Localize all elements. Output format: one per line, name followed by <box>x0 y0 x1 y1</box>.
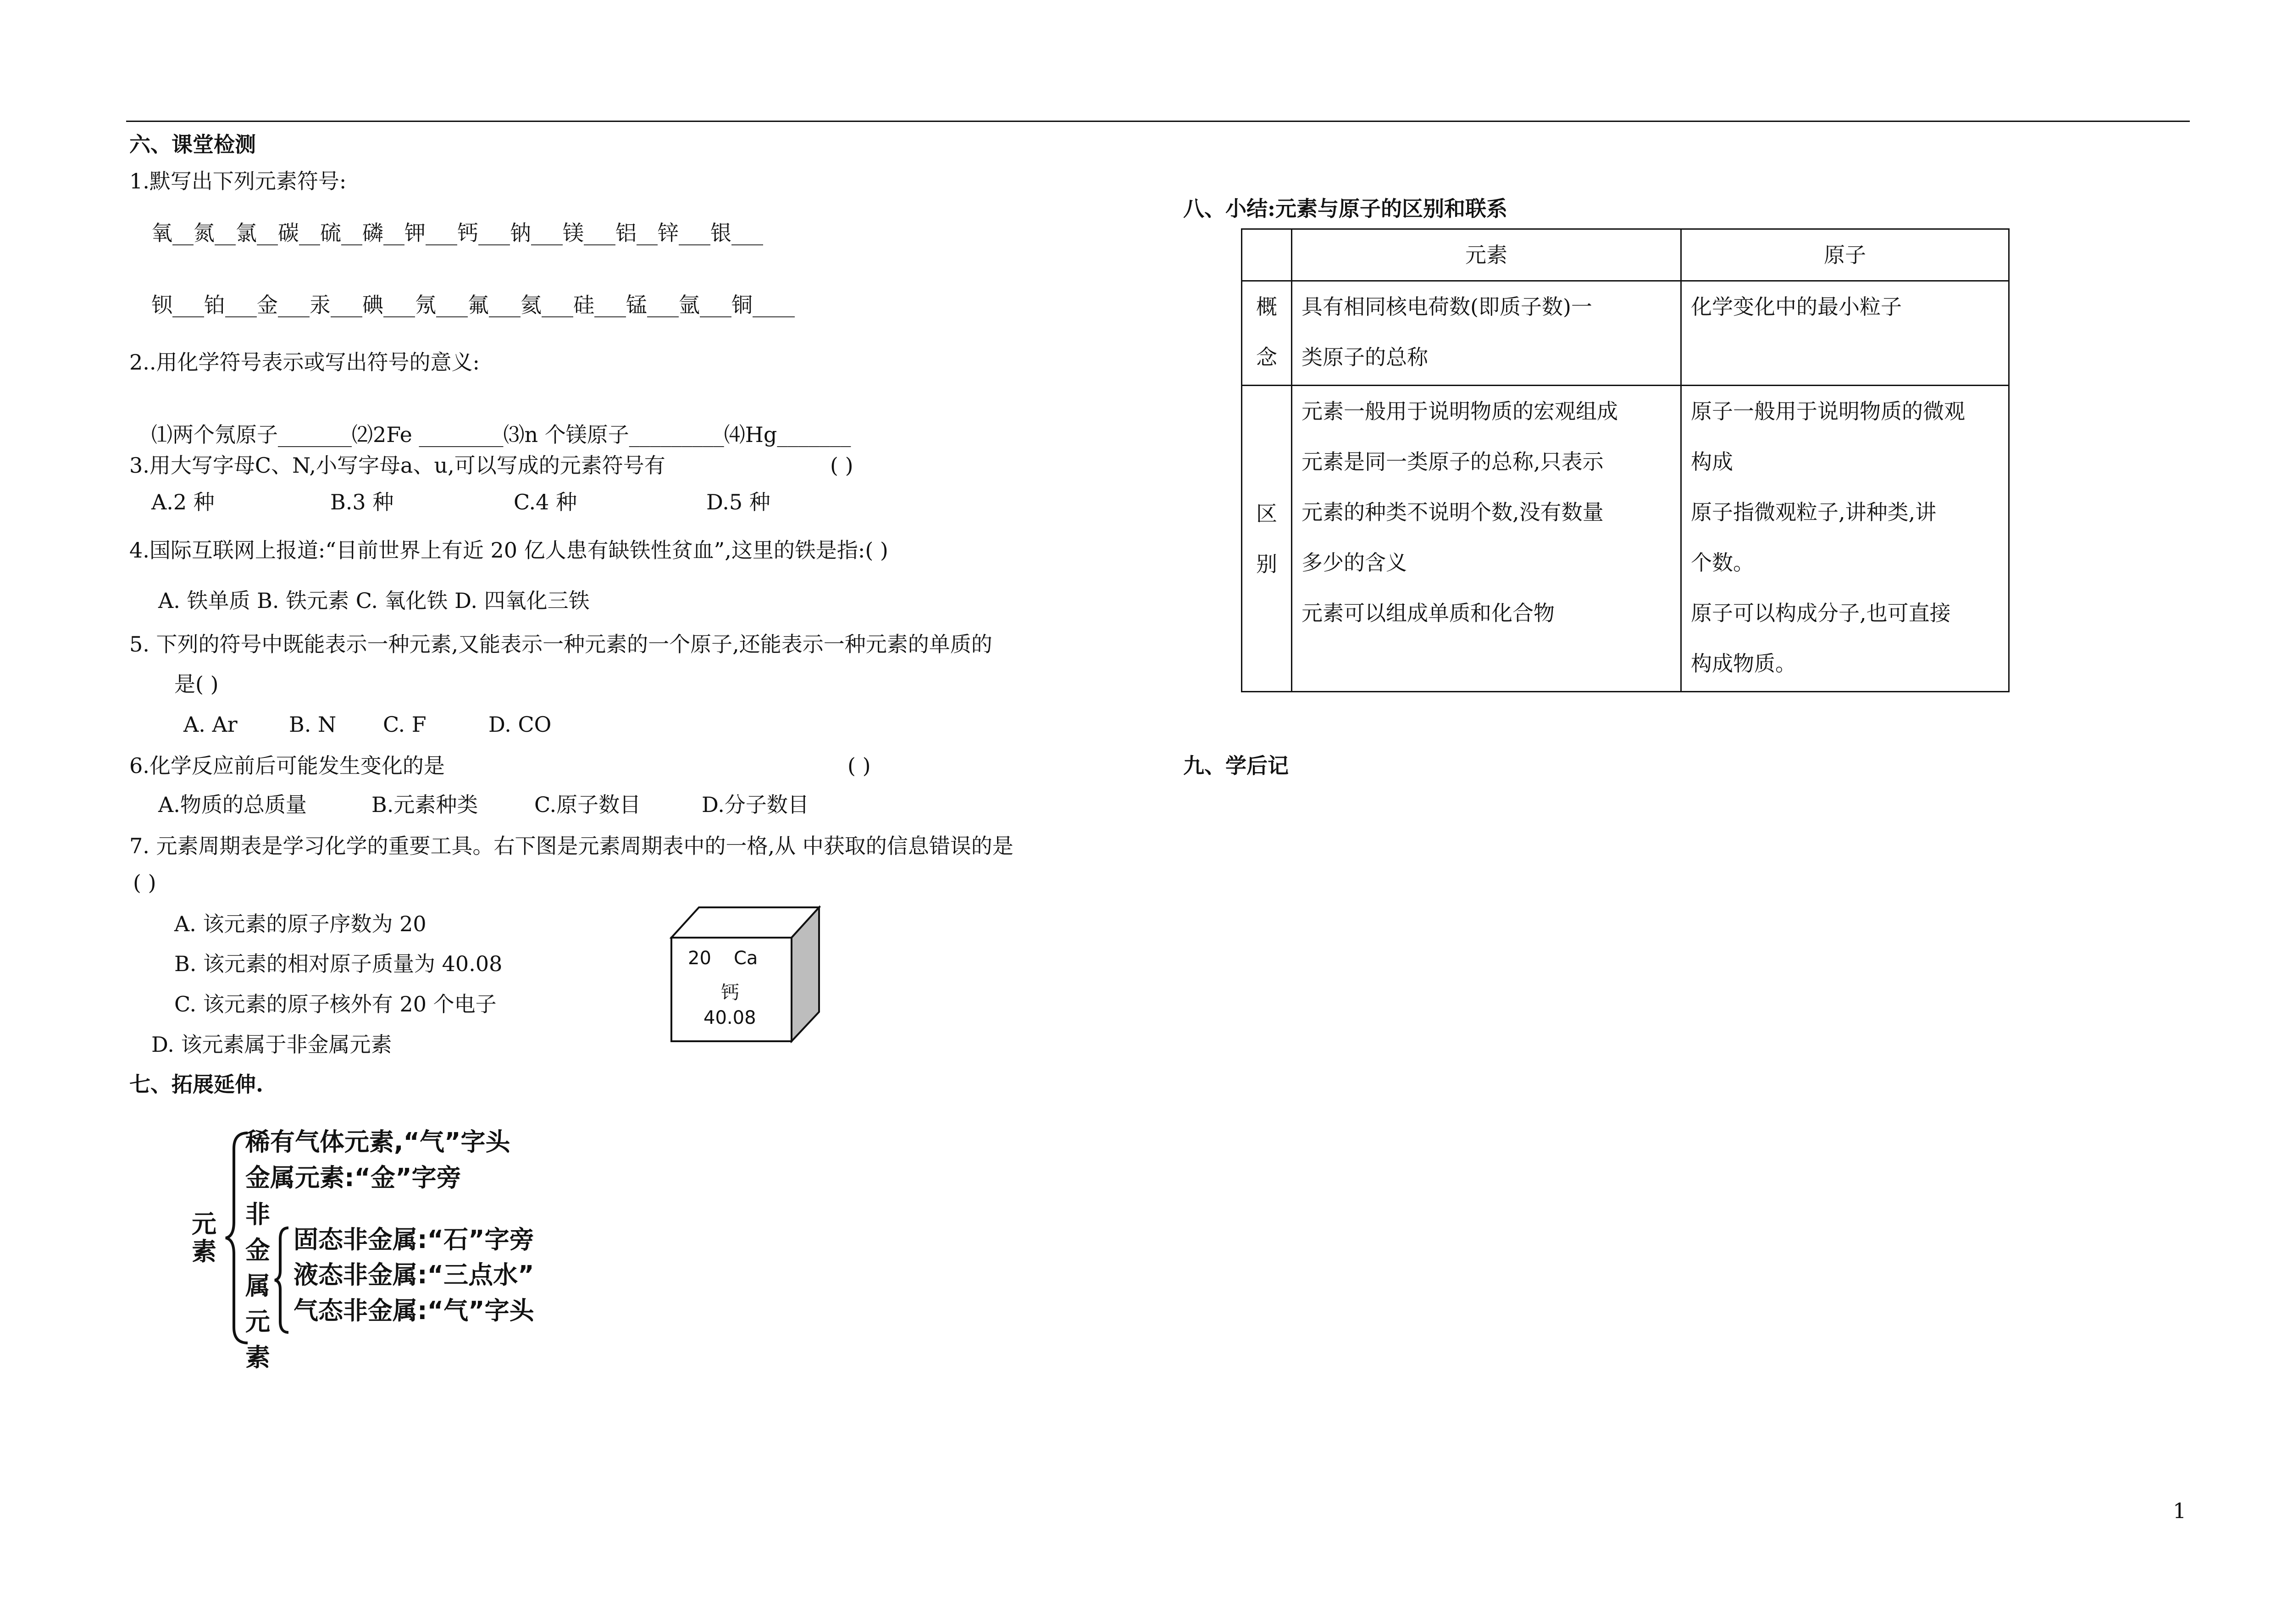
table-header-element: 元素 <box>1292 229 1681 281</box>
tree-branch-rare: 稀有气体元素,“气”字头 <box>245 1127 510 1156</box>
q7-stem: 7. 元素周期表是学习化学的重要工具。右下图是元素周期表中的一格,从 中获取的信息错误的是 <box>129 834 1014 858</box>
q3-stem: 3.用大写字母C、N,小写字母a、u,可以写成的元素符号有 <box>129 453 665 478</box>
q3-option-a: A.2 种 <box>151 490 215 514</box>
section8-title: 八、小结:元素与原子的区别和联系 <box>1183 196 1507 221</box>
q2-parts: ⑴两个氖原子_______⑵2Fe ________⑶n 个镁原子_________⑷Hg_______ <box>151 422 851 447</box>
row-label-concept-text: 概念 <box>1256 294 1277 370</box>
tree-branch-metal: 金属元素:“金”字旁 <box>245 1163 461 1192</box>
concept-element-line-2: 类原子的总称 <box>1302 345 1428 370</box>
page-number: 1 <box>2173 1498 2187 1523</box>
q7-option-c: C. 该元素的原子核外有 20 个电子 <box>174 992 497 1016</box>
diff-element-line-5: 元素可以组成单质和化合物 <box>1302 601 1555 625</box>
table-header-atom: 原子 <box>1681 229 2009 281</box>
diff-element-line-3: 元素的种类不说明个数,没有数量 <box>1302 500 1604 525</box>
q3-option-b: B.3 种 <box>330 490 394 514</box>
element-atomic-mass: 40.08 <box>703 1007 756 1028</box>
tree-root-label: 元素 <box>192 1210 216 1266</box>
q3-paren: ( ) <box>830 453 853 478</box>
tree-root <box>192 1210 216 1265</box>
q7-paren: ( ) <box>133 870 156 895</box>
section7-title: 七、拓展延伸. <box>129 1072 264 1097</box>
element-cell-figure <box>670 906 821 1043</box>
q5-option-c: C. F <box>383 712 426 737</box>
tree-nonmetal-liquid: 液态非金属:“三点水” <box>294 1260 534 1289</box>
q5-option-a: A. Ar <box>183 712 238 737</box>
diff-element-cell <box>1292 386 1681 692</box>
element-name: 钙 <box>721 982 739 1003</box>
diff-atom-cell <box>1681 386 2009 692</box>
q6-option-b: B.元素种类 <box>371 792 478 817</box>
q5-stem: 5. 下列的符号中既能表示一种元素,又能表示一种元素的一个原子,还能表示一种元素的单质的 <box>129 632 992 657</box>
q6-option-d: D.分子数目 <box>702 792 809 817</box>
q4-options: A. 铁单质 B. 铁元素 C. 氧化铁 D. 四氧化三铁 <box>158 588 590 613</box>
diff-element-line-2: 元素是同一类原子的总称,只表示 <box>1302 449 1604 474</box>
diff-element-line-1: 元素一般用于说明物质的宏观组成 <box>1302 399 1618 424</box>
section9-title: 九、学后记 <box>1183 753 1289 778</box>
q2-stem: 2..用化学符号表示或写出符号的意义: <box>129 350 480 375</box>
element-atomic-number: 20 <box>688 948 711 969</box>
table-row-concept <box>1242 281 2009 386</box>
q1-stem: 1.默写出下列元素符号: <box>129 169 347 193</box>
diff-atom-line-6: 构成物质。 <box>1691 651 1796 676</box>
row-label-concept <box>1242 281 1292 386</box>
q6-option-c: C.原子数目 <box>534 792 641 817</box>
table-header-row <box>1242 229 2009 281</box>
concept-atom-line-1: 化学变化中的最小粒子 <box>1691 294 1902 319</box>
q1-row1: 氧__氮__氯__碳__硫__磷__钾___钙___钠___镁___铝__锌___银___ <box>151 221 763 245</box>
q7-option-b: B. 该元素的相对原子质量为 40.08 <box>174 951 503 976</box>
q5-option-d: D. CO <box>488 712 552 737</box>
q7-option-d: D. 该元素属于非金属元素 <box>151 1032 392 1057</box>
diff-element-line-4: 多少的含义 <box>1302 550 1407 575</box>
row-label-difference-text: 区别 <box>1256 501 1277 576</box>
q6-stem: 6.化学反应前后可能发生变化的是 <box>129 753 445 778</box>
concept-element-line-1: 具有相同核电荷数(即质子数)一 <box>1302 294 1592 319</box>
q1-row2: 钡___铂___金___汞___碘___氖___氟___氦___硅___锰___氩___铜____ <box>151 293 795 317</box>
top-rule <box>126 121 2190 122</box>
tree-nonmetal-gas: 气态非金属:“气”字头 <box>294 1296 534 1325</box>
q6-option-a: A.物质的总质量 <box>158 792 307 817</box>
section6-title: 六、课堂检测 <box>129 132 256 157</box>
tree-nonmetal-solid: 固态非金属:“石”字旁 <box>294 1225 534 1254</box>
table-header-blank <box>1242 229 1292 281</box>
tree-nonmetal-brace <box>273 1225 291 1335</box>
q5-option-b: B. N <box>289 712 337 737</box>
q5-stem-cont: 是( ) <box>174 672 219 696</box>
table-row-difference <box>1242 386 2009 692</box>
tree-nonmetal-label: 非金属元素 <box>245 1200 270 1372</box>
row-label-difference <box>1242 386 1292 692</box>
diff-atom-line-3: 原子指微观粒子,讲种类,讲 <box>1691 500 1937 525</box>
diff-atom-line-4: 个数。 <box>1691 550 1754 575</box>
q3-option-c: C.4 种 <box>514 490 577 514</box>
concept-atom-cell <box>1681 281 2009 386</box>
element-atom-comparison-table <box>1241 228 2010 692</box>
diff-atom-line-5: 原子可以构成分子,也可直接 <box>1691 601 1951 625</box>
q6-paren: ( ) <box>847 753 871 778</box>
q7-option-a: A. 该元素的原子序数为 20 <box>174 911 426 936</box>
diff-atom-line-2: 构成 <box>1691 449 1733 474</box>
element-symbol: Ca <box>734 948 758 969</box>
q4-stem: 4.国际互联网上报道:“目前世界上有近 20 亿人患有缺铁性贫血”,这里的铁是指:( ) <box>129 538 888 563</box>
concept-element-cell <box>1292 281 1681 386</box>
q3-option-d: D.5 种 <box>706 490 770 514</box>
diff-atom-line-1: 原子一般用于说明物质的微观 <box>1691 399 1965 424</box>
